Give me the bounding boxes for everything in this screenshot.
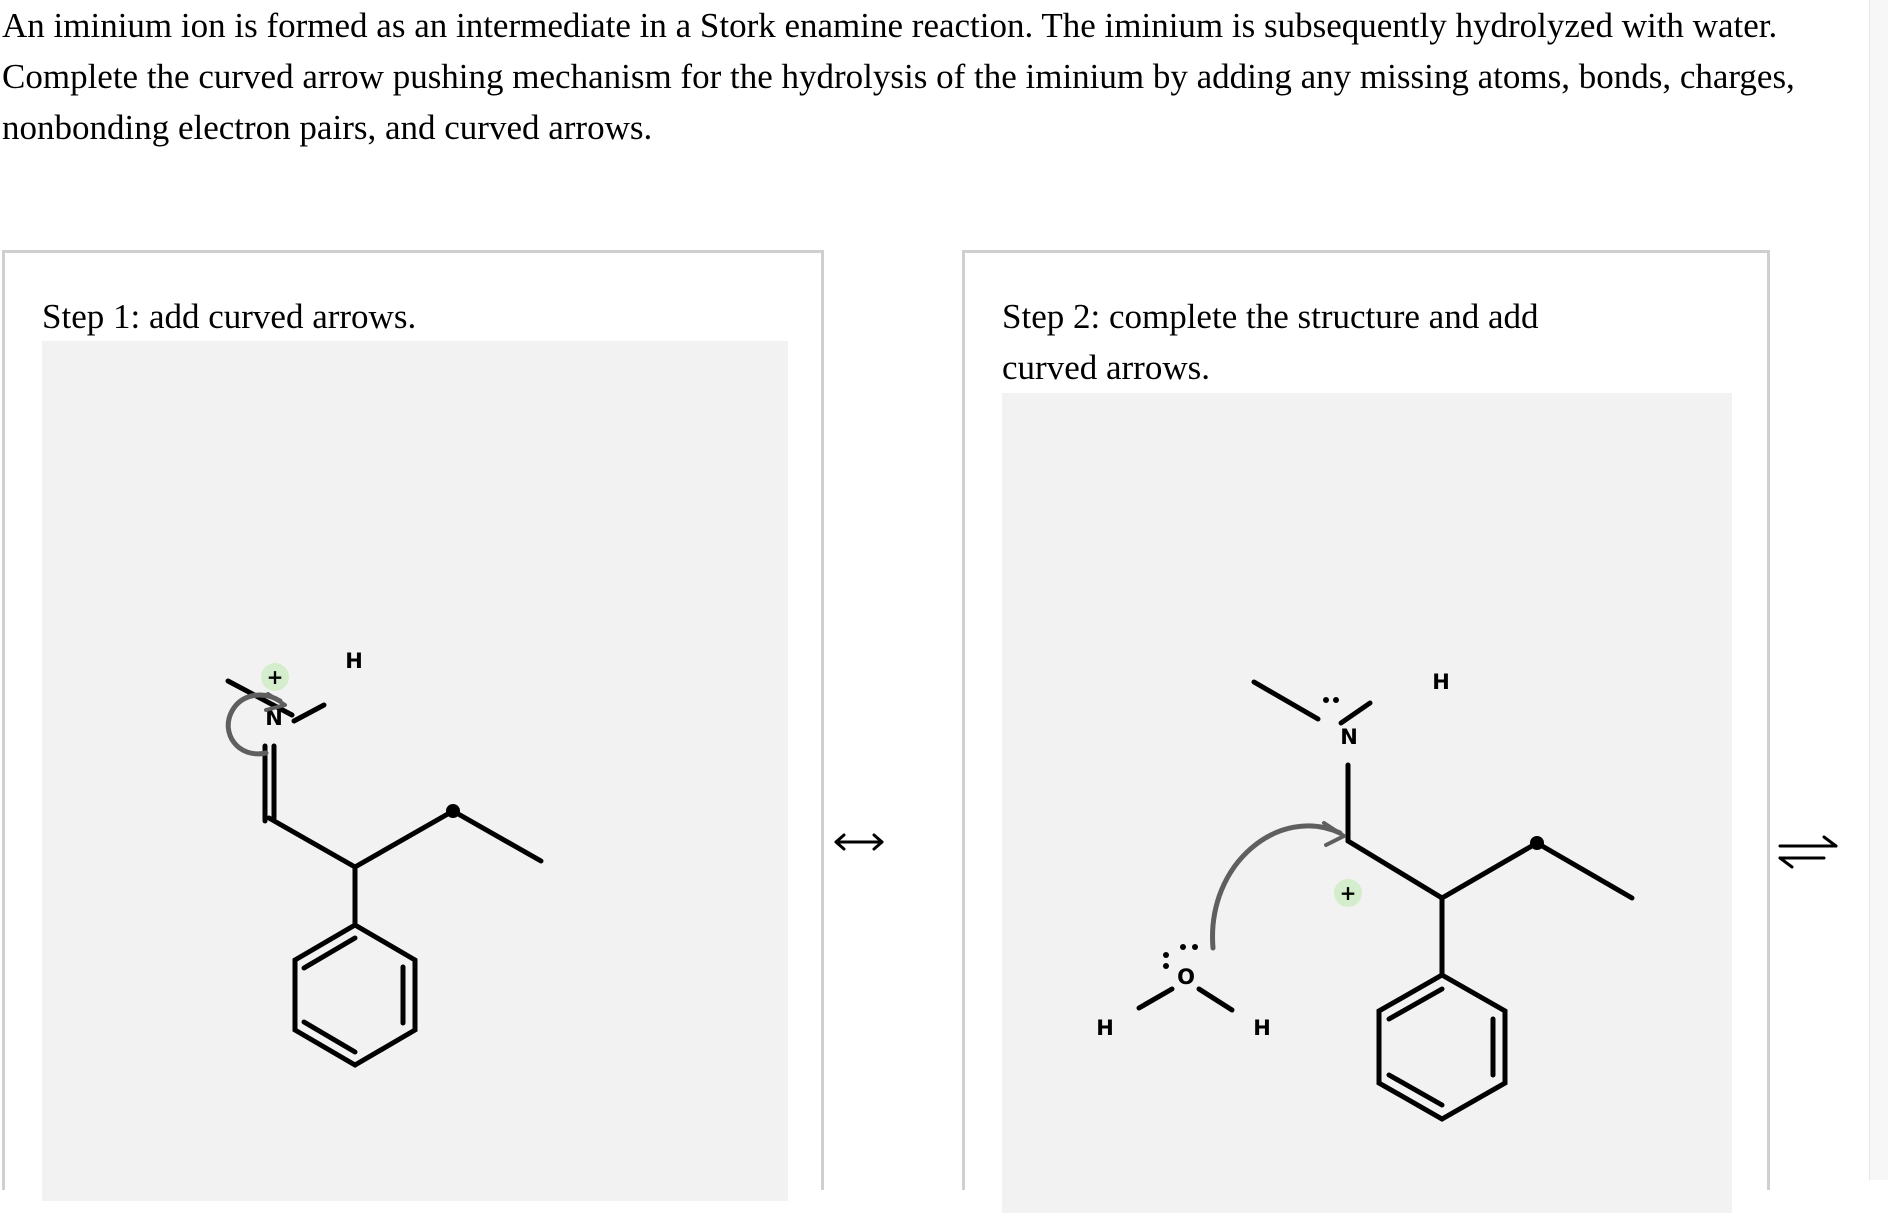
- o-lone-pair-a-2: [1163, 963, 1169, 969]
- n-lone-pair-dot-1: [1323, 697, 1329, 703]
- step-1-drawing-canvas[interactable]: [42, 341, 788, 1201]
- resonance-arrow: [832, 830, 886, 859]
- atom-n[interactable]: N: [1340, 725, 1358, 749]
- equilibrium-arrow: [1774, 832, 1844, 877]
- curved-arrow-head: [1324, 823, 1344, 845]
- atom-o[interactable]: O: [1177, 965, 1195, 989]
- benzene-double-3[interactable]: [1389, 1075, 1442, 1105]
- o-lone-pair-b-2: [1192, 944, 1198, 950]
- atom-h-on-n[interactable]: H: [1432, 670, 1450, 694]
- bond-c-ch[interactable]: [1348, 841, 1442, 898]
- stereocenter-dot: [446, 804, 460, 818]
- bond-n-h[interactable]: [1341, 703, 1370, 723]
- atom-h-on-o-right[interactable]: H: [1253, 1016, 1271, 1040]
- atom-h-on-o-left[interactable]: H: [1096, 1016, 1114, 1040]
- question-text: An iminium ion is formed as an intermediate in a Stork enamine reaction. The iminium is subsequently hydrolyzed with water. Complete the curved arrow pushing mechanism for the hydrolysis of the iminium by adding any missing atoms, bonds, charges, nonbonding electron pairs, and curved arrows.: [2, 6, 1795, 147]
- bond-ch2-ch3[interactable]: [453, 811, 541, 861]
- benzene-ring[interactable]: [1379, 975, 1505, 1119]
- bond-n-h[interactable]: [294, 705, 324, 721]
- bond-o-h-right[interactable]: [1199, 989, 1232, 1010]
- step-1-panel: [2, 250, 824, 1190]
- n-lone-pair-dot-2: [1333, 697, 1339, 703]
- step-2-drawing-canvas[interactable]: [1002, 393, 1732, 1213]
- bond-ch-ch2[interactable]: [355, 811, 453, 867]
- bond-c-ch[interactable]: [269, 818, 355, 867]
- atom-h[interactable]: H: [345, 649, 363, 673]
- charge-plus: +: [1339, 881, 1357, 905]
- step-2-panel: [962, 250, 1770, 1190]
- bond-methyl-n[interactable]: [1254, 682, 1318, 719]
- benzene-ring[interactable]: [295, 925, 415, 1065]
- step-2-molecule[interactable]: [1002, 393, 1732, 1213]
- charge-plus: +: [266, 665, 284, 689]
- bond-o-h-left[interactable]: [1139, 989, 1172, 1008]
- bond-ch2-ch3[interactable]: [1537, 843, 1632, 898]
- step-1-label: Step 1: add curved arrows.: [42, 297, 417, 336]
- benzene-double-1[interactable]: [1389, 989, 1442, 1019]
- step-2-label: Step 2: complete the structure and add curved arrows.: [1002, 297, 1539, 387]
- curved-arrow[interactable]: [1213, 826, 1340, 948]
- atom-n[interactable]: N: [265, 706, 283, 730]
- step-1-molecule[interactable]: [42, 341, 788, 1201]
- stereocenter-dot: [1530, 836, 1544, 850]
- o-lone-pair-b-1: [1180, 944, 1186, 950]
- o-lone-pair-a-1: [1163, 952, 1169, 958]
- vertical-scrollbar[interactable]: [1869, 0, 1888, 1180]
- bond-ch-ch2[interactable]: [1442, 843, 1537, 898]
